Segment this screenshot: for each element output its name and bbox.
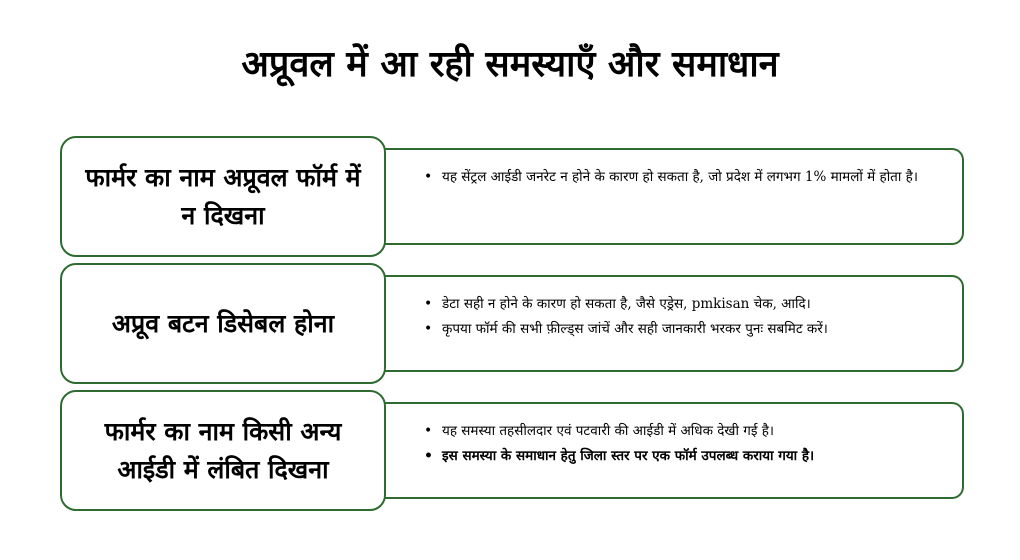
issue-heading: फार्मर का नाम किसी अन्य आईडी में लंबित दिखना bbox=[104, 416, 342, 484]
solution-bullet: • यह सेंट्रल आईडी जनरेट न होने के कारण हो सकता है, जो प्रदेश में लगभग 1% मामलों में होता है। bbox=[424, 166, 922, 188]
issue-heading: अप्रूव बटन डिसेबल होना bbox=[111, 308, 335, 338]
solution-list bbox=[424, 293, 922, 340]
solution-bullet: • डेटा सही न होने के कारण हो सकता है, जैसे एड्रेस, pmkisan चेक, आदि। bbox=[424, 293, 922, 315]
issue-heading-box bbox=[60, 136, 386, 257]
solution-list bbox=[424, 166, 922, 188]
issue-heading-box bbox=[60, 390, 386, 511]
issue-row-name-not-visible bbox=[60, 136, 966, 258]
issue-row-pending-other-id bbox=[60, 390, 966, 512]
solution-bullet-bold: • इस समस्या के समाधान हेतु जिला स्तर पर एक फॉर्म उपलब्ध कराया गया है। bbox=[424, 445, 922, 467]
solution-bullet: • यह समस्या तहसीलदार एवं पटवारी की आईडी में अधिक देखी गई है। bbox=[424, 420, 922, 442]
solution-bullet: • कृपया फॉर्म की सभी फ़ील्ड्स जांचें और सही जानकारी भरकर पुनः सबमिट करें। bbox=[424, 318, 922, 340]
slide-title: अप्रूवल में आ रही समस्याएँ और समाधान bbox=[241, 43, 779, 85]
solution-box bbox=[378, 275, 964, 372]
issue-heading: फार्मर का नाम अप्रूवल फॉर्म में न दिखना bbox=[85, 162, 361, 230]
solution-box bbox=[378, 402, 964, 499]
issue-heading-box bbox=[60, 263, 386, 384]
issue-row-approve-disabled bbox=[60, 263, 966, 385]
solution-list bbox=[424, 420, 922, 467]
solution-box bbox=[378, 148, 964, 245]
